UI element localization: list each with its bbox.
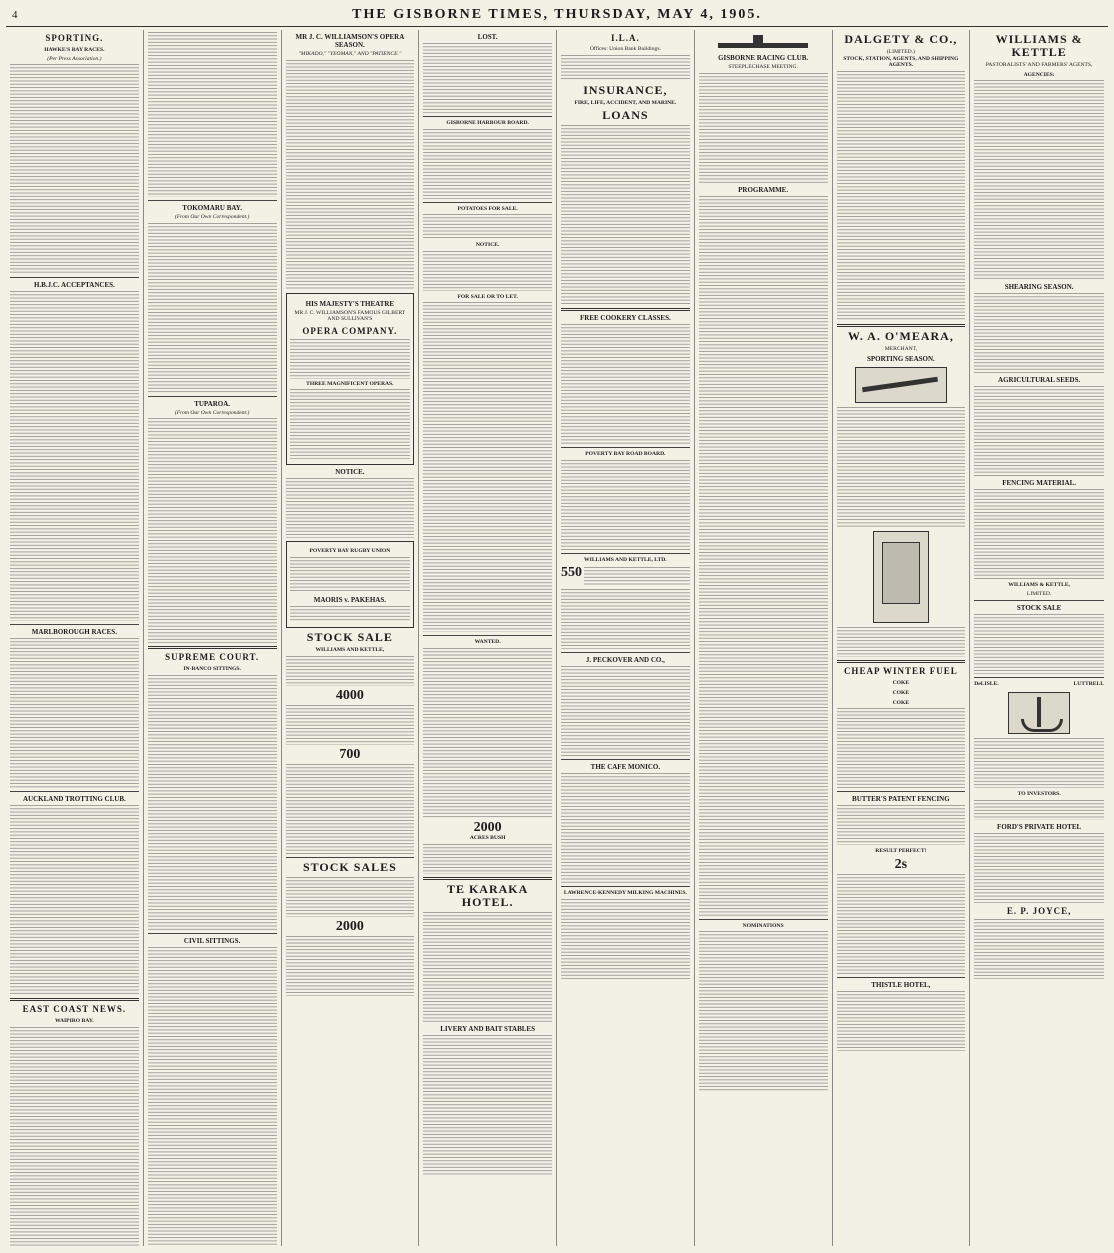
ad-heading: SHEARING SEASON. [1004,283,1074,292]
ad-line: COKE [892,680,910,687]
notice-text [423,251,552,291]
column-1 [6,30,144,1246]
ad-line: COKE [892,699,910,706]
ad-line: PASTORALISTS' AND FARMERS' AGENTS, [985,62,1093,68]
rifle-icon [855,367,947,403]
ad-price: 2s [894,856,908,872]
section-heading: POTATOES FOR SALE. [457,205,518,212]
masthead [6,4,1108,27]
notice-text [561,460,690,550]
ad-text [286,764,415,854]
ad-number: 4000 [335,687,364,703]
ad-text [286,936,415,996]
ad-text [974,489,1104,579]
article-text [148,947,277,1246]
ad-text [837,991,966,1051]
article-text [148,32,277,197]
section-heading: TUPAROA. [194,399,231,408]
section-heading: MARLBOROUGH RACES. [31,628,117,637]
section-heading: MR J. C. WILLIAMSON'S OPERA SEASON. [295,33,405,49]
notice-text [423,129,552,199]
section-heading: GISBORNE RACING CLUB. [718,54,809,62]
notice-text [699,931,828,1091]
ad-heading: W. A. O'MEARA, [847,328,954,343]
section-heading: CIVIL SITTINGS. [183,936,241,945]
column-5 [557,30,695,1246]
ad-heading: STOCK SALES [302,859,397,874]
ad-text [290,606,411,622]
ad-text [837,71,966,321]
ad-heading: DeLISLE. [974,681,999,688]
ad-number: 550 [561,565,582,581]
ad-heading: I.L.A. [610,33,640,43]
ad-text [974,919,1104,979]
article-text [10,64,139,274]
ad-text [561,666,690,756]
ad-heading: TO INVESTORS. [1017,790,1061,797]
ad-text [423,1035,552,1175]
stove-icon [873,531,929,623]
ad-heading: CHEAP WINTER FUEL [843,666,958,677]
section-subheading: STEEPLECHASE MEETING. [728,64,798,70]
section-heading: FOR SALE OR TO LET. [457,293,518,300]
notice-text [561,324,690,444]
notice-heading: NOTICE. [335,468,365,477]
ad-text [561,125,690,305]
ad-text [974,738,1104,788]
section-subheading: "MIKADO," "YEOMAN," AND "PATIENCE." [298,51,402,57]
ad-heading: POVERTY BAY RUGBY UNION [309,548,391,555]
ad-text [837,708,966,788]
ad-line: THREE MAGNIFICENT OPERAS. [306,380,394,387]
column-8 [970,30,1108,1246]
ad-heading: AGENCIES: [1023,71,1055,78]
ad-heading: THE CAFE MONICO. [590,763,661,772]
ad-heading: DALGETY & CO., [844,32,958,46]
ad-heading: THISTLE HOTEL, [871,980,931,989]
ad-line: LIMITED. [1026,590,1052,597]
race-programme-text [699,196,828,916]
section-heading: WANTED. [474,639,501,646]
classified-text [423,302,552,632]
ad-heading: LIVERY AND BAIT STABLES [440,1024,535,1033]
section-heading: POVERTY BAY ROAD BOARD. [585,451,666,458]
section-heading: SPORTING. [45,33,104,43]
ad-heading: TE KARAKA HOTEL. [446,881,529,909]
ad-number: 2000 [473,819,502,835]
ad-line: COKE [892,689,910,696]
ad-text [974,614,1104,674]
ad-heading: AGRICULTURAL SEEDS. [998,376,1081,385]
ad-heading: WILLIAMS & KETTLE, [1008,582,1070,589]
ad-text [837,874,966,974]
article-text [10,638,139,788]
ad-heading: J. PECKOVER AND CO., [585,656,665,665]
section-subheading: HAWKE'S BAY RACES. [44,47,105,53]
ad-line: WILLIAMS AND KETTLE, [315,646,385,653]
ad-heading: SPORTING SEASON. [866,355,935,364]
ad-heading: WILLIAMS & KETTLE [995,32,1083,59]
section-heading: SUPREME COURT. [165,652,260,663]
column-3 [282,30,420,1246]
ad-text [974,293,1104,373]
section-heading: H.B.J.C. ACCEPTANCES. [33,281,115,290]
byline: (From Our Own Correspondent.) [174,409,250,416]
ad-heading: E. P. JOYCE, [1006,905,1072,916]
ad-heading: STOCK SALE [1016,604,1062,613]
ad-text [561,589,690,649]
notice-text [699,73,828,183]
ad-heading: STOCK SALE [306,629,393,644]
section-heading: WILLIAMS AND KETTLE, LTD. [584,556,667,563]
section-heading: NOTICE. [475,242,500,249]
ad-heading: INSURANCE, [583,82,668,97]
ad-text [561,55,690,81]
section-heading: AUCKLAND TROTTING CLUB. [23,795,126,804]
section-heading: GISBORNE HARBOUR BOARD. [446,120,529,126]
ad-text [286,705,415,745]
column-6 [695,30,833,1246]
ad-heading: BUTTER'S PATENT FENCING [852,795,950,804]
ad-text [286,877,415,917]
classified-text [423,214,552,239]
ad-text [423,912,552,1022]
ad-text [974,80,1104,280]
ad-line: Offices: Union Bank Buildings. [589,46,661,52]
trade-mark-icon [1008,692,1070,734]
ad-text [290,557,411,593]
ad-line: FIRE, LIFE, ACCIDENT, AND MARINE. [574,99,677,106]
ad-text [290,389,411,459]
article-text [148,675,277,930]
column-7 [833,30,971,1246]
article-text [286,60,415,290]
advertisement [286,293,415,466]
ad-text [290,339,411,379]
ad-heading: LAWRENCE-KENNEDY MILKING MACHINES. [563,890,687,897]
ship-icon [708,34,818,50]
column-2 [144,30,282,1246]
ad-line: ACRES BUSH [469,834,506,841]
ad-text [286,656,415,686]
notice-text [286,478,415,538]
column-4 [419,30,557,1246]
ad-text [974,386,1104,476]
ad-line: STOCK, STATION, AGENTS, AND SHIPPING AGENTS. [843,55,959,69]
ad-number: 700 [339,746,361,762]
ad-heading: FORD'S PRIVATE HOTEL [997,822,1082,831]
ad-text [561,899,690,979]
ad-line: MERCHANT, [884,345,918,352]
ad-number: 2000 [335,918,364,934]
classified-text [423,43,552,113]
classified-text [423,648,552,818]
section-subheading: IN-BANCO SITTINGS. [183,666,241,673]
columns [6,30,1108,1246]
ad-heading: LOANS [602,108,649,123]
article-text [148,223,277,393]
ad-text [974,800,1104,820]
section-heading: TOKOMARU BAY. [182,204,242,212]
article-text [10,805,139,995]
newspaper-title: THE GISBORNE TIMES, THURSDAY, MAY 4, 1905. [352,7,762,22]
section-heading: LOST. [477,33,498,41]
section-heading: NOMINATIONS [742,922,784,929]
byline: (Per Press Association.) [47,55,102,62]
page-number: 4 [12,9,18,21]
advertisement [286,541,415,628]
section-subheading: WAIPIRO BAY. [54,1018,94,1025]
ad-text [837,627,966,657]
section-heading: FREE COOKERY CLASSES. [580,314,671,323]
ad-line: RESULT PERFECT! [875,848,927,855]
ad-line: MR J. C. WILLIAMSON'S FAMOUS GILBERT AND SULLIVAN'S [294,309,406,323]
ad-line: (LIMITED.) [886,49,915,55]
ad-heading: HIS MAJESTY'S THEATRE [305,299,395,308]
ad-text [974,833,1104,903]
section-heading: EAST COAST NEWS. [22,1004,127,1015]
ad-heading: LUTTRELL [1073,681,1104,688]
article-text [10,291,139,621]
article-text [10,1027,139,1246]
article-text [148,418,277,643]
ad-text [423,844,552,874]
ad-text [837,805,966,845]
ad-heading: OPERA COMPANY. [302,325,398,336]
byline: (From Our Own Correspondent.) [174,214,250,220]
ad-text [561,773,690,883]
section-heading: PROGRAMME. [738,185,789,194]
ad-text [837,407,966,527]
ad-heading: MAORIS v. PAKEHAS. [313,595,386,604]
ad-heading: FENCING MATERIAL. [1002,479,1076,488]
